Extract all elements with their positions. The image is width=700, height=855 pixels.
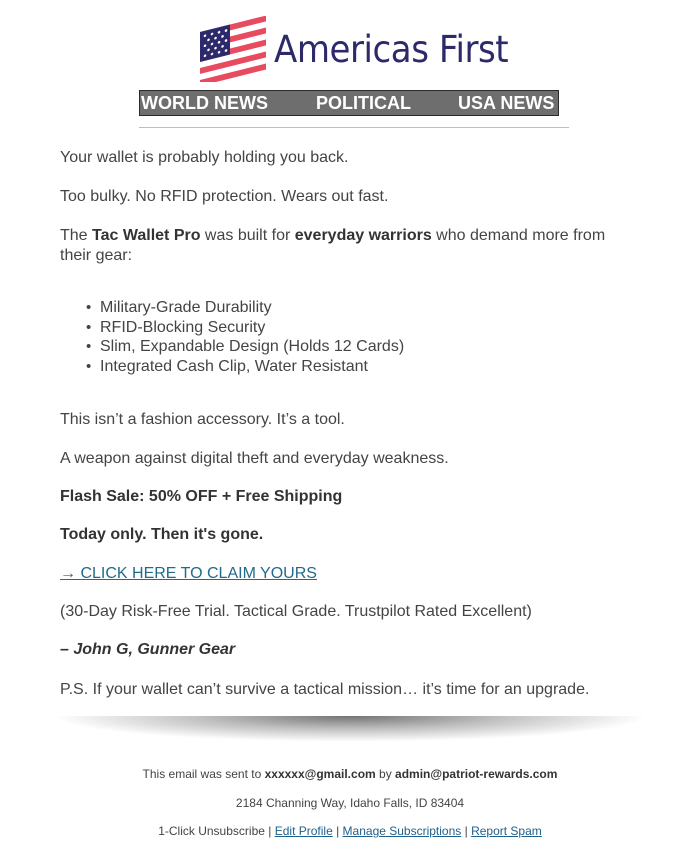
- footer-links: [0, 824, 700, 838]
- product-name: Tac Wallet Pro: [92, 227, 201, 244]
- sale-text: Flash Sale: 50% OFF + Free Shipping: [60, 488, 343, 505]
- email-header: [0, 0, 700, 130]
- intro-post: who demand more from their gear:: [60, 227, 606, 264]
- intro-mid: was built for: [200, 227, 295, 244]
- list-item: • Integrated Cash Clip, Water Resistant: [100, 357, 404, 377]
- intro-paragraph: [60, 226, 620, 266]
- problem-line: Too bulky. No RFID protection. Wears out fast.: [60, 188, 389, 205]
- nav-usa-news[interactable]: USA NEWS: [458, 93, 555, 113]
- report-spam-link[interactable]: Report Spam: [471, 824, 542, 838]
- cta-line: [60, 564, 317, 584]
- claim-link[interactable]: → CLICK HERE TO CLAIM YOURS: [60, 565, 317, 582]
- weapon-line: A weapon against digital theft and everyday weakness.: [60, 450, 449, 467]
- audience: everyday warriors: [294, 227, 432, 244]
- opening-line: Your wallet is probably holding you back.: [60, 149, 349, 166]
- sent-pre: This email was sent to: [142, 767, 265, 781]
- urgency-line: [60, 525, 263, 545]
- separator: |: [332, 824, 343, 838]
- separator: |: [461, 824, 472, 838]
- logo[interactable]: [200, 14, 529, 84]
- american-flag-icon: [200, 16, 268, 82]
- brand-name: Americas First: [274, 27, 509, 71]
- signature: – John G, Gunner Gear: [60, 641, 236, 658]
- urgency-text: Today only. Then it's gone.: [60, 526, 264, 543]
- list-item: • Slim, Expandable Design (Holds 12 Cards): [100, 337, 404, 357]
- list-item: • RFID-Blocking Security: [100, 318, 404, 338]
- manage-subscriptions-link[interactable]: Manage Subscriptions: [342, 824, 462, 838]
- postal-address: 2184 Channing Way, Idaho Falls, ID 83404: [235, 796, 465, 810]
- tool-line: This isn’t a fashion accessory. It’s a tool.: [60, 411, 345, 428]
- signature-line: [60, 640, 235, 660]
- nav-political[interactable]: POLITICAL: [316, 93, 411, 113]
- unsubscribe-text: 1-Click Unsubscribe: [158, 824, 265, 838]
- ps-line: P.S. If your wallet can’t survive a tactical mission… it’s time for an upgrade.: [60, 681, 590, 698]
- nav-world-news[interactable]: WORLD NEWS: [141, 93, 268, 113]
- separator: |: [264, 824, 275, 838]
- list-item: • Military-Grade Durability: [100, 298, 404, 318]
- intro-pre: The: [60, 227, 93, 244]
- sale-line: [60, 487, 342, 507]
- header-divider: [139, 127, 569, 128]
- footer-divider: [50, 716, 650, 742]
- sender-email: admin@patriot-rewards.com: [395, 767, 558, 781]
- edit-profile-link[interactable]: Edit Profile: [274, 824, 333, 838]
- nav-bar: [139, 90, 559, 116]
- trial-line: (30-Day Risk-Free Trial. Tactical Grade. Trustpilot Rated Excellent): [60, 603, 532, 620]
- feature-list: [100, 298, 404, 376]
- sent-to-line: [0, 767, 700, 781]
- sent-mid: by: [375, 767, 396, 781]
- recipient-email: xxxxxx@gmail.com: [264, 767, 376, 781]
